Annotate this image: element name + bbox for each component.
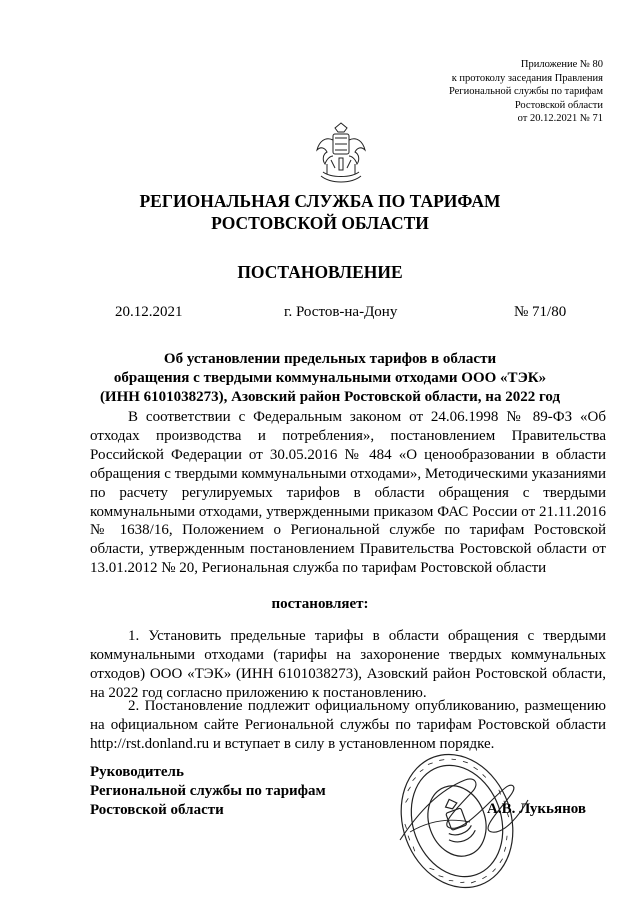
subject-line: обращения с твердыми коммунальными отходами ООО «ТЭК»: [113, 370, 547, 386]
organization-name: [0, 190, 640, 234]
subject-line: Об установлении предельных тарифов в области: [163, 351, 497, 367]
signatory-line: Ростовской области: [90, 802, 224, 818]
appendix-line: Ростовской области: [514, 99, 603, 111]
appendix-note: [449, 58, 603, 126]
intro-paragraph: В соответствии с Федеральным законом от 24.06.1998 № 89-ФЗ «Об отходах производства и потребления», постановлением Правительства Российской Федерации от 30.05.2016 № 484 «О ценообразовании в области обращения с твердыми коммунальными отходами», Методическими указаниями по расчету регулируемых тарифов в области обращения с твердыми коммунальными отходами, утвержденными приказом ФАС России от 21.11.2016 № 1638/16, Положением о Региональной службе по тарифам Ростовской области, утвержденным постановлением Правительства Ростовской области от 13.01.2012 № 20, Региональная служба по тарифам Ростовской области: [90, 409, 606, 577]
document-date: 20.12.2021: [115, 304, 183, 320]
point-1: 1. Установить предельные тарифы в области обращения с твердыми коммунальными отходами (тарифы на захоронение твердых коммунальных отходов) ООО «ТЭК» (ИНН 6101038273), Азовский район Ростовской области, на 2022 год согласно приложению к постановлению.: [90, 628, 606, 701]
signatory-line: Руководитель: [90, 764, 184, 780]
signatory-line: Региональной службы по тарифам: [90, 783, 326, 799]
coat-of-arms-icon: [313, 120, 369, 186]
decides-heading: постановляет:: [271, 596, 369, 612]
signatory-name: А.В. Лукьянов: [487, 801, 586, 817]
document-city: г. Ростов-на-Дону: [284, 304, 398, 320]
point-2: 2. Постановление подлежит официальному опубликованию, размещению на официальном сайте Региональной службы по тарифам Ростовской области http://rst.donland.ru и вступает в силу в установленном порядке.: [90, 698, 606, 752]
signatory-title: [90, 763, 326, 820]
organization-line: РЕГИОНАЛЬНАЯ СЛУЖБА ПО ТАРИФАМ: [139, 191, 501, 211]
subject-line: (ИНН 6101038273), Азовский район Ростовской области, на 2022 год: [99, 389, 561, 405]
appendix-line: Региональной службы по тарифам: [448, 86, 603, 98]
document-type: ПОСТАНОВЛЕНИЕ: [237, 262, 403, 282]
document-subject: [60, 350, 600, 407]
appendix-line: к протоколу заседания Правления: [451, 72, 603, 84]
document-number: № 71/80: [514, 304, 567, 320]
appendix-line: от 20.12.2021 № 71: [517, 113, 603, 125]
organization-line: РОСТОВСКОЙ ОБЛАСТИ: [211, 213, 429, 233]
appendix-line: Приложение № 80: [520, 59, 603, 70]
